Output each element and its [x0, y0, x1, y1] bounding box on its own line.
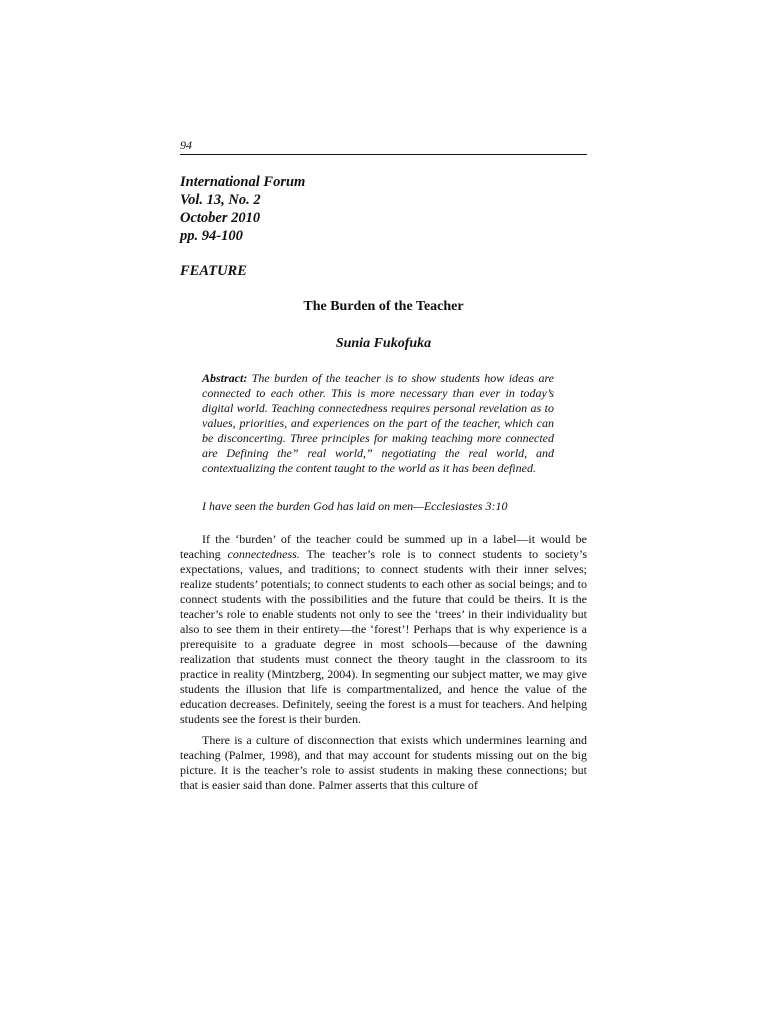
abstract-label: Abstract: [202, 371, 248, 385]
emphasized-term: connectedness. [227, 547, 300, 561]
journal-volume: Vol. 13, No. 2 [180, 192, 261, 208]
abstract [202, 371, 554, 476]
article-body [180, 532, 587, 793]
section-label: FEATURE [180, 263, 247, 279]
paragraph-text: If the ‘burden’ of the teacher could be summed up in a label—it would be teaching [180, 532, 587, 561]
journal-pages: pp. 94-100 [180, 228, 243, 244]
paragraph-text: The teacher’s role is to connect students to society’s expectations, values, and traditions; to connect students with their inner selves; realize students’ potentials; to connect students to each other as social beings; and to connect students with the possibilities and the future that could be theirs. It is the teacher’s role to enable students not only to see the ‘trees’ in their individuality but also to see them in their entirety—the ‘forest’! Perhaps that is why experience is a prerequisite to a graduate degree in most schools—because of the dawning realization that students must connect the theory taught in the classroom to its practice in reality (Mintzberg, 2004). In segmenting our subject matter, we may give students the illusion that life is compartmentalized, and hence the value of the education decreases. Definitely, seeing the forest is a must for teachers. And helping students see the forest is their burden. [180, 547, 587, 726]
body-paragraph: There is a culture of disconnection that exists which undermines learning and teaching (Palmer, 1998), and that may account for students missing out on the big picture. It is the teacher’s role to assist students in making these connections; but that is easier said than done. Palmer asserts that this culture of [180, 733, 587, 792]
abstract-text: The burden of the teacher is to show students how ideas are connected to each other. This is more necessary than ever in today’s digital world. Teaching connectedness requires personal revelation as to values, priorities, and experiences on the part of the teacher, which can be disconcerting. Three principles for making teaching more connected are Defining the” real world,” negotiating the real world, and contextualizing the content taught to the world as it has been defined. [202, 371, 554, 475]
header-rule [180, 154, 587, 155]
article-title: The Burden of the Teacher [303, 299, 464, 314]
journal-page [180, 138, 587, 799]
epigraph: I have seen the burden God has laid on men—Ecclesiastes 3:10 [202, 499, 508, 513]
journal-info [180, 173, 587, 245]
article-author: Sunia Fukofuka [335, 336, 432, 351]
journal-name: International Forum [180, 174, 306, 190]
page-number: 94 [180, 138, 192, 152]
journal-date: October 2010 [180, 210, 261, 226]
body-paragraph [180, 532, 587, 727]
